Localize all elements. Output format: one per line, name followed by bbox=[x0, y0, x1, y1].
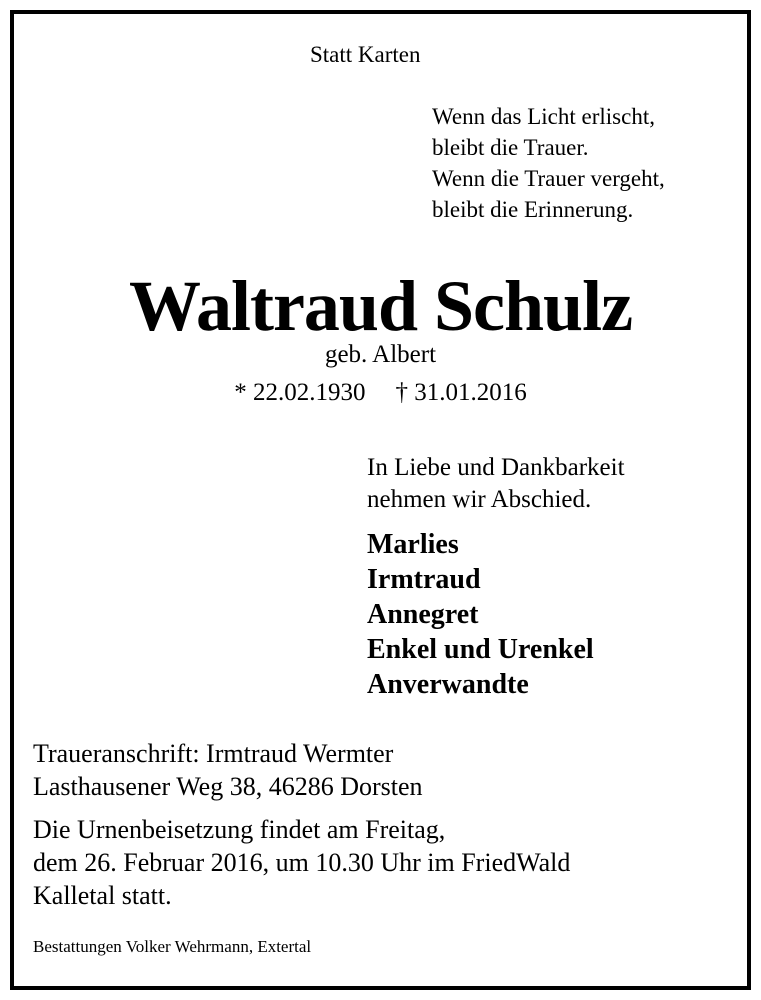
deceased-name: Waltraud Schulz bbox=[128, 266, 633, 346]
farewell-line: nehmen wir Abschied. bbox=[367, 486, 592, 513]
burial-info bbox=[33, 813, 570, 912]
burial-info-line: dem 26. Februar 2016, um 10.30 Uhr im FriedWald bbox=[33, 848, 571, 877]
mourner-name: Anverwandte bbox=[367, 669, 529, 700]
farewell-line: In Liebe und Dankbarkeit bbox=[367, 454, 625, 481]
poem-line: bleibt die Erinnerung. bbox=[432, 197, 634, 222]
burial-info-line: Kalletal statt. bbox=[33, 881, 172, 910]
death-date: † 31.01.2016 bbox=[395, 379, 527, 406]
mourner-name: Enkel und Urenkel bbox=[367, 634, 594, 665]
funeral-home-credit: Bestattungen Volker Wehrmann, Extertal bbox=[33, 937, 312, 956]
poem-line: Wenn die Trauer vergeht, bbox=[432, 166, 665, 191]
poem-line: Wenn das Licht erlischt, bbox=[432, 104, 655, 129]
address-line: Lasthausener Weg 38, 46286 Dorsten bbox=[33, 772, 423, 801]
address-line: Traueranschrift: Irmtraud Wermter bbox=[33, 739, 394, 768]
mourners-list bbox=[367, 527, 594, 702]
mourner-name: Marlies bbox=[367, 529, 459, 560]
burial-info-line: Die Urnenbeisetzung findet am Freitag, bbox=[33, 815, 446, 844]
poem-line: bleibt die Trauer. bbox=[432, 135, 589, 160]
header-statt-karten: Statt Karten bbox=[310, 42, 421, 67]
mourner-name: Annegret bbox=[367, 599, 479, 630]
maiden-name: geb. Albert bbox=[324, 341, 437, 368]
life-dates bbox=[0, 379, 761, 407]
farewell-text bbox=[367, 452, 625, 516]
poem bbox=[432, 101, 665, 225]
mourning-address bbox=[33, 737, 423, 803]
mourner-name: Irmtraud bbox=[367, 564, 481, 595]
birth-date: * 22.02.1930 bbox=[234, 379, 366, 406]
